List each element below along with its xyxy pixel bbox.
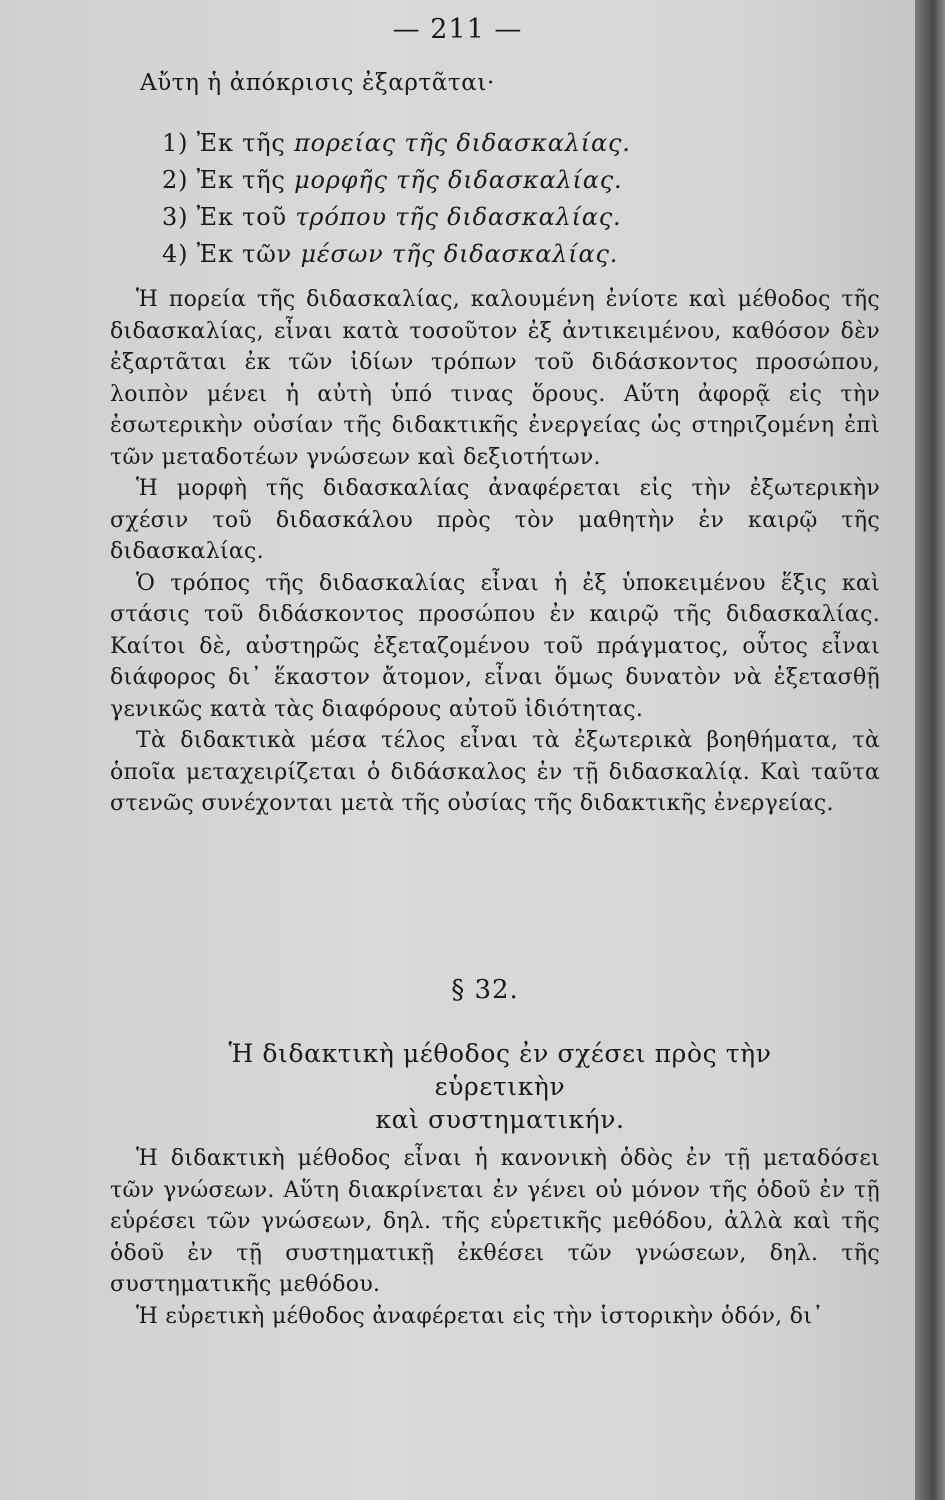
list-item [162, 236, 631, 273]
paragraph: Ἡ μορφὴ τῆς διδασκαλίας ἀναφέρεται εἰς τὴν ἐξωτερικὴν σχέσιν τοῦ διδασκάλου πρὸς τὸν μαθητὴν ἐν καιρῷ τῆς διδασκαλίας. [110, 476, 880, 564]
item-prefix: Ἐκ τῶν [196, 240, 293, 268]
section-title-line: καὶ συστηματικήν. [375, 1105, 625, 1134]
item-prefix: Ἐκ τῆς [196, 129, 286, 157]
section-title-line: Ἡ διδακτικὴ μέθοδος ἐν σχέσει πρὸς τὴν εὑρετικὴν [228, 1039, 772, 1101]
paragraph: Τὰ διδακτικὰ μέσα τέλος εἶναι τὰ ἐξωτερικὰ βοηθήματα, τὰ ὁποῖα μεταχειρίζεται ὁ διδάσκαλος ἐν τῇ διδασκαλίᾳ. Καὶ ταῦτα στενῶς συνέχονται μετὰ τῆς οὐσίας τῆς διδακτικῆς ἐνεργείας. [110, 728, 880, 816]
list-item [162, 125, 631, 162]
sources-list [162, 125, 631, 273]
item-text: πορείας τῆς διδασκαλίας. [294, 129, 631, 157]
item-number: 1) [162, 129, 189, 157]
page-edge [915, 0, 945, 1500]
section-number: § 32. [451, 975, 519, 1005]
section-body-text [110, 1143, 880, 1332]
paragraph: Ἡ διδακτικὴ μέθοδος εἶναι ἡ κανονικὴ ὁδὸς ἐν τῇ μεταδόσει τῶν γνώσεων. Αὕτη διακρίνεται ἐν γένει οὐ μόνον τῆς ὁδοῦ ἐν τῇ εὑρέσει τῶν γνώσεων, δηλ. τῆς εὑρετικῆς μεθόδου, ἀλλὰ καὶ τῆς ὁδοῦ ἐν τῇ συστηματικῇ ἐκθέσει τῶν γνώσεων, δηλ. τῆς συστηματικῆς μεθόδου. [110, 1146, 880, 1297]
item-number: 3) [162, 203, 189, 231]
list-item [162, 199, 631, 236]
intro-line: Αὔτη ἡ ἀπόκρισις ἐξαρτᾶται· [140, 70, 495, 96]
item-prefix: Ἐκ τοῦ [196, 203, 287, 231]
item-text: μορφῆς τῆς διδασκαλίας. [294, 166, 623, 194]
body-text [110, 284, 880, 820]
item-number: 4) [162, 240, 189, 268]
item-number: 2) [162, 166, 189, 194]
section-heading [160, 1037, 840, 1136]
paragraph: Ὁ τρόπος τῆς διδασκαλίας εἶναι ἡ ἐξ ὑποκειμένου ἕξις καὶ στάσις τοῦ διδάσκοντος προσώπου ἐν καιρῷ τῆς διδασκαλίας. Καίτοι δὲ, αὐστηρῶς ἐξεταζομένου τοῦ πράγματος, οὗτος εἶναι διάφορος δι᾽ ἕκαστον ἄτομον, εἶναι ὅμως δυνατὸν νὰ ἐξετασθῇ γενικῶς κατὰ τὰς διαφόρους αὐτοῦ ἰδιότητας. [110, 570, 880, 722]
item-prefix: Ἐκ τῆς [196, 166, 286, 194]
paragraph: Ἡ εὑρετικὴ μέθοδος ἀναφέρεται εἰς τὴν ἱστορικὴν ὁδόν, δι᾽ [136, 1303, 824, 1329]
item-text: τρόπου τῆς διδασκαλίας. [295, 203, 622, 231]
page-number: — 211 — [392, 14, 523, 45]
paragraph: Ἡ πορεία τῆς διδασκαλίας, καλουμένη ἐνίοτε καὶ μέθοδος τῆς διδασκαλίας, εἶναι κατὰ τοσοῦτον ἐξ ἀντικειμένου, καθόσον δὲν ἐξαρτᾶται ἐκ τῶν ἰδίων τρόπων τοῦ διδάσκοντος προσώπου, λοιπὸν μένει ἡ αὐτὴ ὑπό τινας ὅρους. Αὕτη ἀφορᾷ εἰς τὴν ἐσωτερικὴν οὐσίαν τῆς διδακτικῆς ἐνεργείας ὡς στηριζομένη ἐπὶ τῶν μεταδοτέων γνώσεων καὶ δεξιοτήτων. [110, 287, 880, 470]
item-text: μέσων τῆς διδασκαλίας. [300, 240, 619, 268]
list-item [162, 162, 631, 199]
